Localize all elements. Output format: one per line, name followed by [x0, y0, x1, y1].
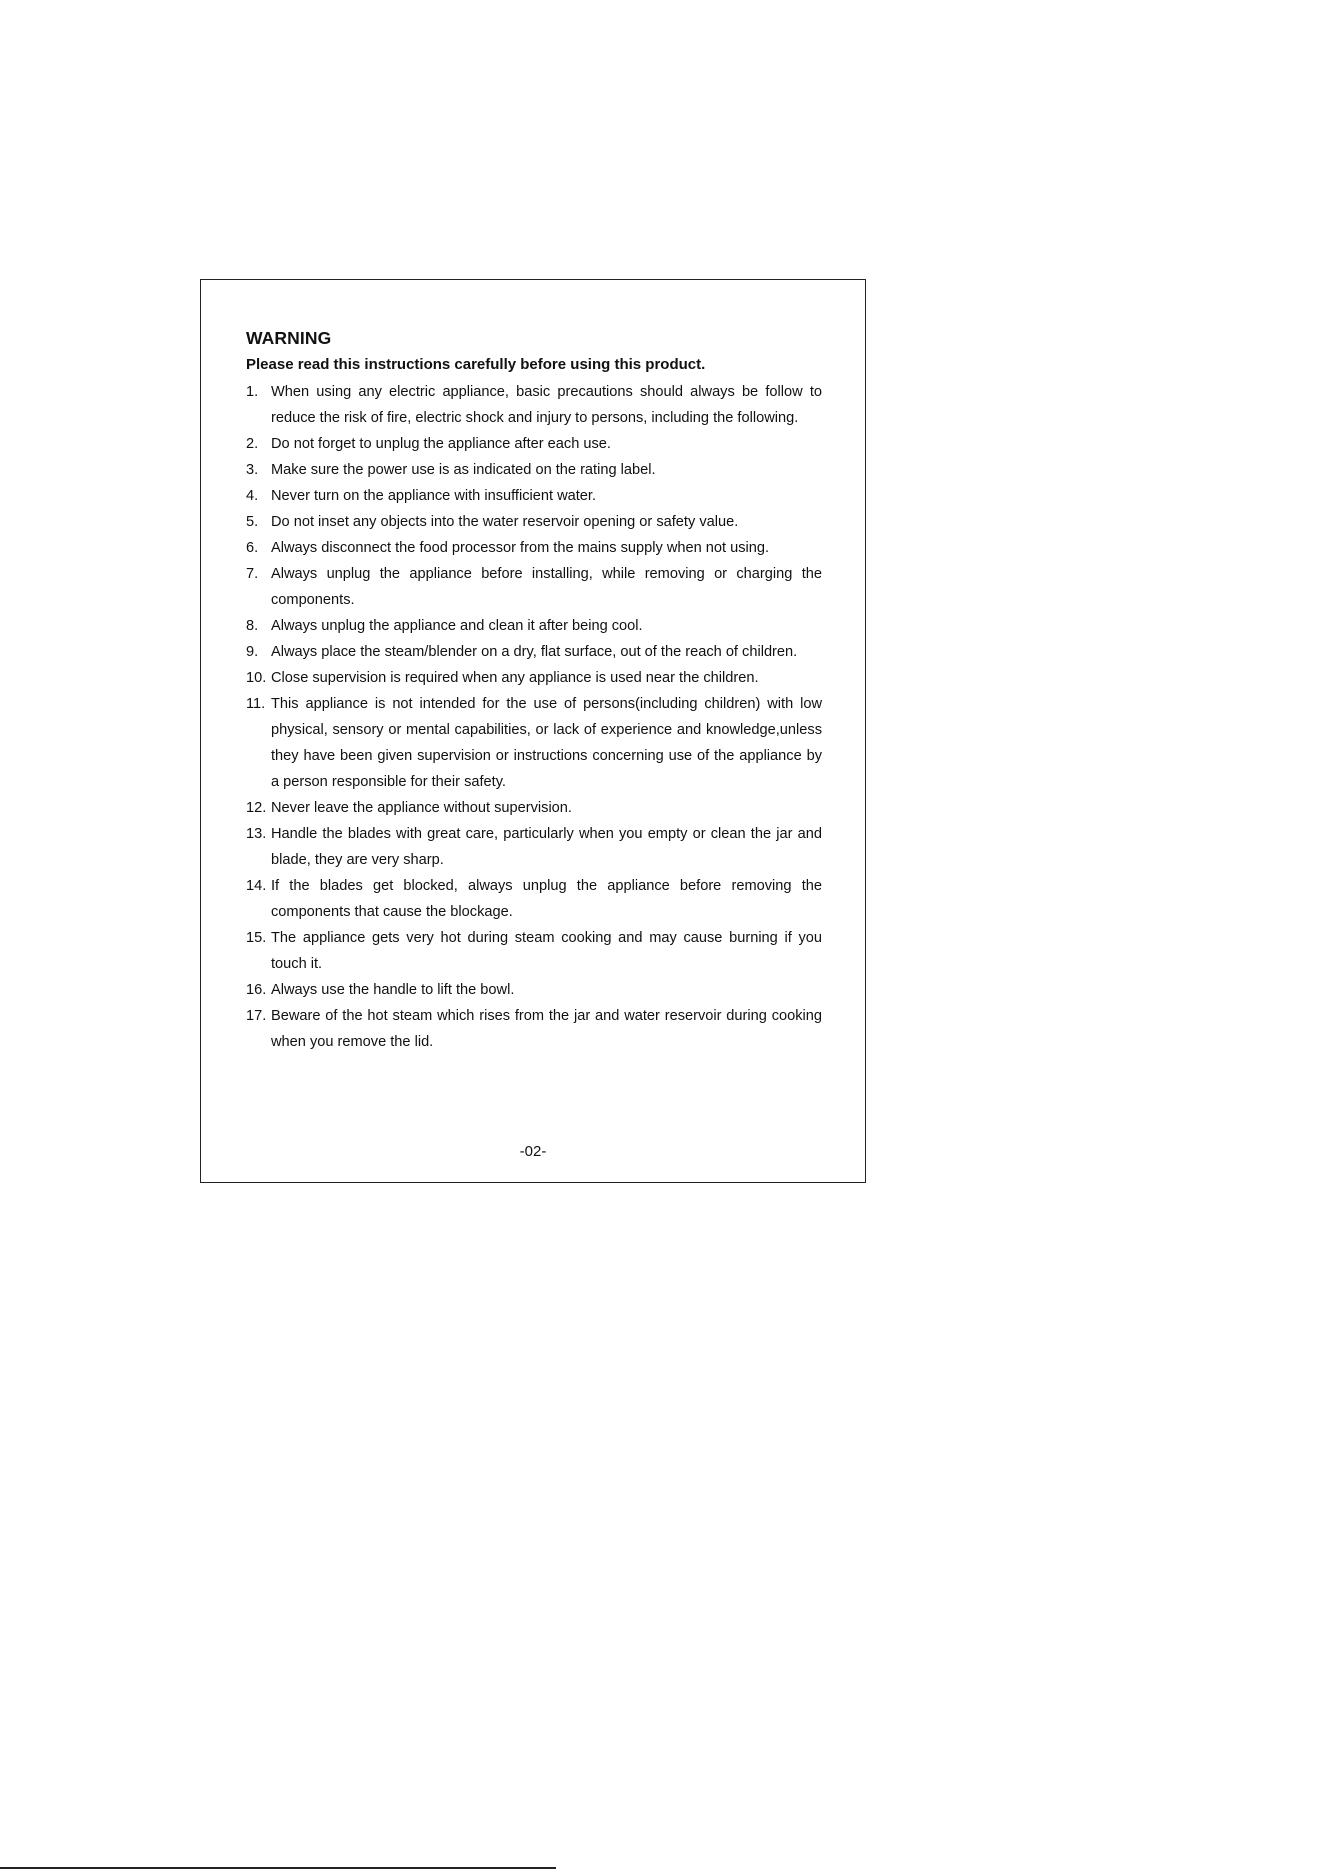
item-number: 9. — [246, 644, 259, 660]
item-number: 17. — [246, 1008, 267, 1024]
page-number: -02- — [519, 1143, 547, 1160]
item-text: Always use the handle to lift the bowl. — [271, 982, 515, 998]
item-number: 2. — [246, 436, 259, 452]
list-item — [246, 509, 822, 535]
item-number: 6. — [246, 540, 259, 556]
warning-content — [246, 326, 822, 1055]
item-number: 7. — [246, 566, 259, 582]
item-text: Make sure the power use is as indicated on the rating label. — [271, 462, 656, 478]
item-text: This appliance is not intended for the use of persons(including children) with low physical, sensory or mental capabilities, or lack of experience and knowledge,unless they have been given supervision or instructions concerning use of the appliance by a person responsible for their safety. — [271, 696, 822, 790]
list-item — [246, 379, 822, 431]
item-number: 1. — [246, 384, 259, 400]
item-text: When using any electric appliance, basic precautions should always be follow to reduce the risk of fire, electric shock and injury to persons, including the following. — [271, 384, 822, 426]
list-item — [246, 665, 822, 691]
item-number: 4. — [246, 488, 259, 504]
item-text: The appliance gets very hot during steam cooking and may cause burning if you touch it. — [271, 930, 822, 972]
item-number: 15. — [246, 930, 267, 946]
item-number: 12. — [246, 800, 267, 816]
list-item — [246, 639, 822, 665]
warning-subtitle: Please read this instructions carefully before using this product. — [246, 356, 706, 373]
bottom-divider — [0, 1867, 556, 1869]
item-text: Always disconnect the food processor from the mains supply when not using. — [271, 540, 770, 556]
item-number: 16. — [246, 982, 267, 998]
list-item — [246, 1003, 822, 1055]
list-item — [246, 431, 822, 457]
item-text: Close supervision is required when any appliance is used near the children. — [271, 670, 759, 686]
item-text: Always place the steam/blender on a dry, flat surface, out of the reach of children. — [271, 644, 798, 660]
item-text: Always unplug the appliance before installing, while removing or charging the components. — [271, 566, 822, 608]
item-number: 14. — [246, 878, 267, 894]
item-text: Do not inset any objects into the water reservoir opening or safety value. — [271, 514, 739, 530]
list-item — [246, 457, 822, 483]
list-item — [246, 691, 822, 795]
item-text: Beware of the hot steam which rises from the jar and water reservoir during cooking when you remove the lid. — [271, 1008, 822, 1050]
item-text: Always unplug the appliance and clean it after being cool. — [271, 618, 643, 634]
list-item — [246, 535, 822, 561]
warning-list — [246, 379, 822, 1055]
list-item — [246, 925, 822, 977]
list-item — [246, 613, 822, 639]
item-text: Never turn on the appliance with insufficient water. — [271, 488, 597, 504]
item-text: Never leave the appliance without supervision. — [271, 800, 572, 816]
item-number: 11. — [246, 696, 266, 712]
item-number: 10. — [246, 670, 267, 686]
list-item — [246, 821, 822, 873]
item-text: Do not forget to unplug the appliance after each use. — [271, 436, 611, 452]
list-item — [246, 873, 822, 925]
page-frame — [200, 279, 866, 1183]
item-number: 8. — [246, 618, 259, 634]
list-item — [246, 483, 822, 509]
item-number: 3. — [246, 462, 259, 478]
item-number: 5. — [246, 514, 259, 530]
list-item — [246, 561, 822, 613]
item-text: Handle the blades with great care, particularly when you empty or clean the jar and blade, they are very sharp. — [271, 826, 822, 868]
list-item — [246, 795, 822, 821]
item-number: 13. — [246, 826, 267, 842]
item-text: If the blades get blocked, always unplug the appliance before removing the components that cause the blockage. — [271, 878, 822, 920]
warning-title: WARNING — [246, 328, 332, 348]
list-item — [246, 977, 822, 1003]
